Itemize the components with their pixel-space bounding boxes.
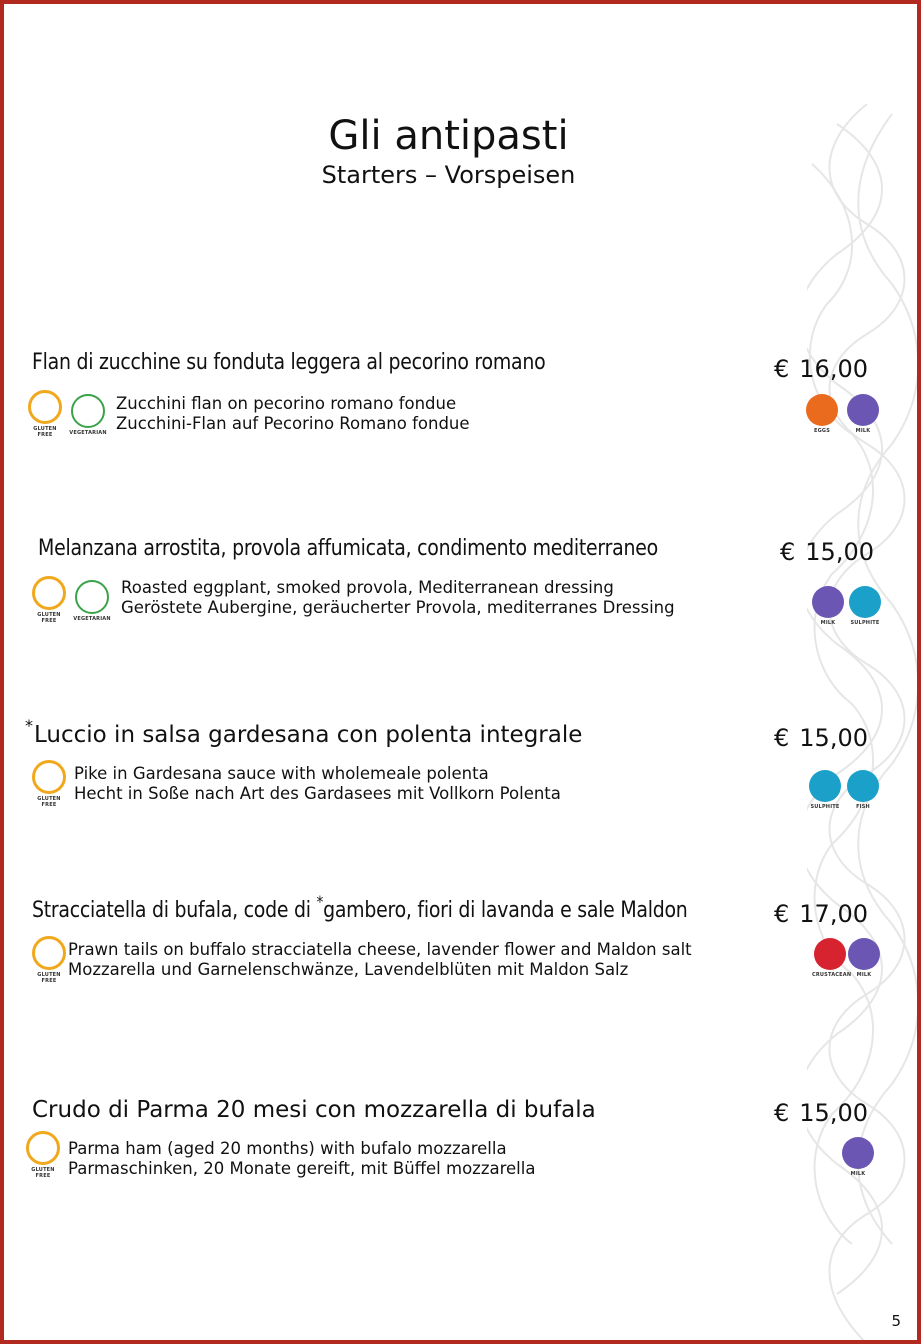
dish-name: Flan di zucchine su fonduta leggera al pecorino romano xyxy=(32,350,546,375)
milk-icon: MILK xyxy=(810,586,846,630)
gluten-free-icon: GLUTEN FREE xyxy=(30,576,68,622)
vegetarian-icon: VEGETARIAN xyxy=(69,394,107,440)
menu-header xyxy=(4,114,893,190)
description-english: Parma ham (aged 20 months) with bufalo mozzarella xyxy=(68,1139,507,1158)
price-value: 15,00 xyxy=(799,724,868,752)
dish-price xyxy=(774,900,868,928)
description-german: Zucchini-Flan auf Pecorino Romano fondue xyxy=(116,414,470,433)
sulphite-icon: SULPHITE xyxy=(807,770,843,814)
gluten-free-icon: GLUTEN FREE xyxy=(24,1131,62,1177)
description-german: Geröstete Aubergine, geräucherter Provola, mediterranes Dressing xyxy=(121,598,675,617)
description-english: Prawn tails on buffalo stracciatella cheese, lavender flower and Maldon salt xyxy=(68,940,692,959)
dish-name-part1: Stracciatella di bufala, code di xyxy=(32,898,317,923)
dish-description xyxy=(68,940,692,980)
gluten-free-icon: GLUTEN FREE xyxy=(26,390,64,436)
dish-name-part2: gambero, fiori di lavanda e sale Maldon xyxy=(323,898,688,923)
gluten-free-icon: GLUTEN FREE xyxy=(30,760,68,806)
page-title: Gli antipasti xyxy=(328,113,569,159)
dish-price xyxy=(780,538,874,566)
asterisk-mark: * xyxy=(316,892,324,911)
currency-symbol: € xyxy=(780,538,796,566)
dish-description xyxy=(116,394,470,434)
gluten-free-icon: GLUTEN FREE xyxy=(30,936,68,982)
milk-icon: MILK xyxy=(846,938,882,982)
dish-description xyxy=(74,764,561,804)
milk-icon: MILK xyxy=(845,394,881,438)
asterisk-mark: * xyxy=(25,716,33,735)
dish-price xyxy=(774,1099,868,1127)
eggs-icon: EGGS xyxy=(804,394,840,438)
description-english: Zucchini flan on pecorino romano fondue xyxy=(116,394,457,413)
dish-price xyxy=(774,724,868,752)
description-german: Hecht in Soße nach Art des Gardasees mit Vollkorn Polenta xyxy=(74,784,561,803)
dish-name xyxy=(32,892,688,923)
currency-symbol: € xyxy=(774,355,790,383)
page-subtitle: Starters – Vorspeisen xyxy=(321,161,576,189)
page-number: 5 xyxy=(891,1312,901,1330)
dish-name: Crudo di Parma 20 mesi con mozzarella di bufala xyxy=(32,1097,596,1123)
currency-symbol: € xyxy=(774,1099,790,1127)
currency-symbol: € xyxy=(774,900,790,928)
price-value: 15,00 xyxy=(805,538,874,566)
description-german: Parmaschinken, 20 Monate gereift, mit Büffel mozzarella xyxy=(68,1159,536,1178)
dish-name: Melanzana arrostita, provola affumicata, condimento mediterraneo xyxy=(38,536,658,561)
price-value: 16,00 xyxy=(799,355,868,383)
price-value: 15,00 xyxy=(799,1099,868,1127)
dish-description xyxy=(68,1139,535,1179)
currency-symbol: € xyxy=(774,724,790,752)
dish-description xyxy=(121,578,675,618)
crustacean-icon: CRUSTACEAN xyxy=(812,938,848,982)
description-english: Roasted eggplant, smoked provola, Mediterranean dressing xyxy=(121,578,614,597)
description-german: Mozzarella und Garnelenschwänze, Lavendelblüten mit Maldon Salz xyxy=(68,960,629,979)
description-english: Pike in Gardesana sauce with wholemeale polenta xyxy=(74,764,489,783)
sulphite-icon: SULPHITE xyxy=(847,586,883,630)
milk-icon: MILK xyxy=(840,1137,876,1181)
vegetarian-icon: VEGETARIAN xyxy=(73,580,111,626)
dish-name: Luccio in salsa gardesana con polenta integrale xyxy=(34,722,583,748)
dish-price xyxy=(774,355,868,383)
fish-icon: FISH xyxy=(845,770,881,814)
price-value: 17,00 xyxy=(799,900,868,928)
